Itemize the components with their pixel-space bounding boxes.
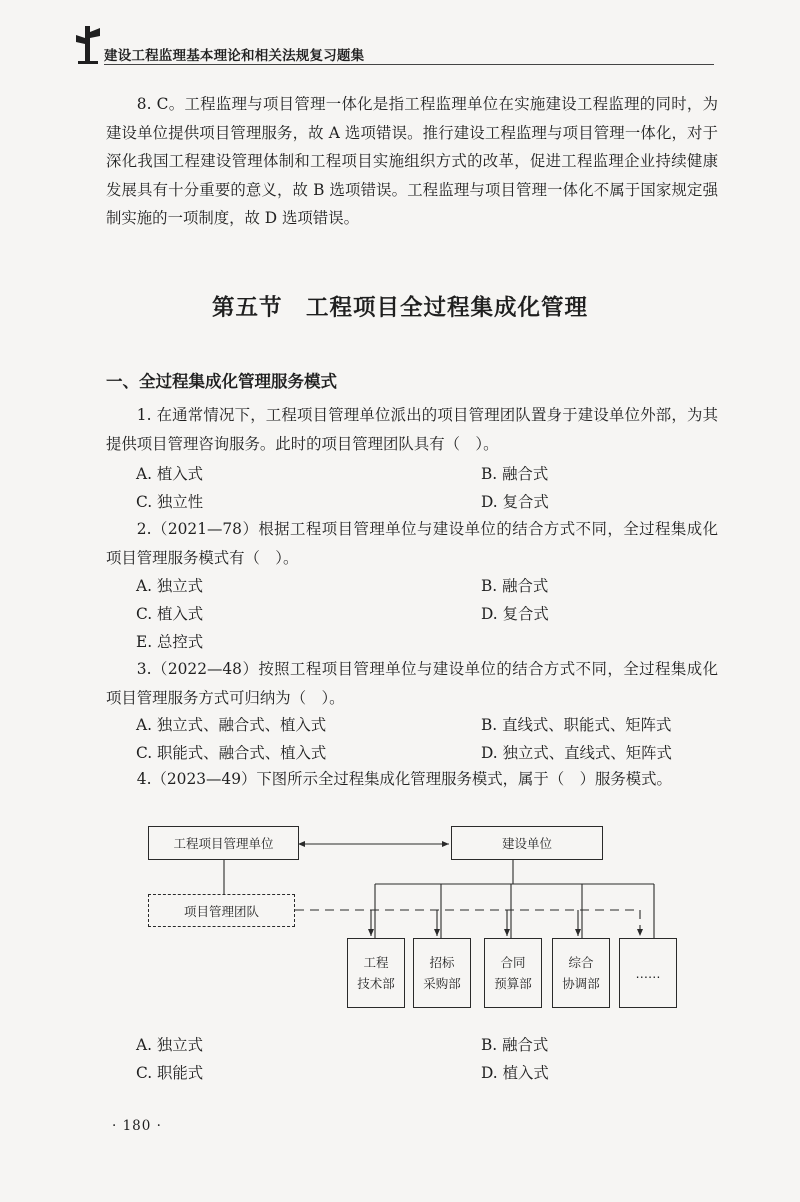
dept-line1: …… [635,965,661,981]
question-1-option-b: B. 融合式 [481,465,549,483]
dept-line2: 协调部 [562,976,600,991]
question-2-option-e: E. 总控式 [136,633,204,651]
question-2-option-c: C. 植入式 [136,605,204,623]
question-1-stem: 1. 在通常情况下，工程项目管理单位派出的项目管理团队置身于建设单位外部，为其提供项目管理咨询服务。此时的项目管理团队具有（ ）。 [106,406,718,453]
owner-box: 建设单位 [451,826,603,860]
question-2-stem: 2.（2021—78）根据工程项目管理单位与建设单位的结合方式不同，全过程集成化项目管理服务模式有（ ）。 [106,520,718,567]
subsection-title: 一、全过程集成化管理服务模式 [106,372,337,391]
question-3-option-c: C. 职能式、融合式、植入式 [136,744,327,762]
pm-team-box: 项目管理团队 [148,894,295,927]
page-number: · 180 · [112,1118,162,1134]
dept-general-coordination [552,938,610,1008]
question-4-stem: 4.（2023—49）下图所示全过程集成化管理服务模式，属于（ ）服务模式。 [136,770,672,788]
question-4-option-c: C. 职能式 [136,1064,204,1082]
dept-line2: 技术部 [357,976,395,991]
question-1-option-c: C. 独立性 [136,493,204,511]
signpost-logo-icon [74,22,102,66]
question-4-option-d: D. 植入式 [481,1064,549,1082]
dept-line2: 预算部 [494,976,532,991]
dept-line1: 综合 [568,955,594,970]
question-3-stem: 3.（2022—48）按照工程项目管理单位与建设单位的结合方式不同，全过程集成化项目管理服务方式可归纳为（ ）。 [106,660,718,707]
question-2-option-b: B. 融合式 [481,577,549,595]
question-3-option-a: A. 独立式、融合式、植入式 [136,716,327,734]
question-3-option-b: B. 直线式、职能式、矩阵式 [481,716,672,734]
dept-tender-procurement [413,938,471,1008]
question-3-option-d: D. 独立式、直线式、矩阵式 [481,744,672,762]
question-4-option-b: B. 融合式 [481,1036,549,1054]
running-header [74,22,714,66]
dept-line2: 采购部 [423,976,461,991]
question-2-option-a: A. 独立式 [136,577,204,595]
header-rule [104,64,714,65]
dept-engineering-tech [347,938,405,1008]
question-2-option-d: D. 复合式 [481,605,549,623]
org-structure-diagram [140,818,700,1018]
dept-contract-budget [484,938,542,1008]
dept-ellipsis [619,938,677,1008]
answer-explanation: 8. C。工程监理与项目管理一体化是指工程监理单位在实施建设工程监理的同时，为建设单位提供项目管理服务，故 A 选项错误。推行建设工程监理与项目管理一体化，对于深化我国工程建设管理体制和工程项目实施组织方式的改革，促进工程监理企业持续健康发展具有十分重要的意义，故 B 选项错误。工程监理与项目管理一体化不属于国家规定强制实施的一项制度，故 D 选项错误。 [106,95,718,227]
dept-line1: 工程 [363,955,389,970]
pm-unit-box: 工程项目管理单位 [148,826,299,860]
dept-line1: 招标 [429,955,455,970]
dept-line1: 合同 [500,955,526,970]
question-1-option-a: A. 植入式 [136,465,204,483]
header-title: 建设工程监理基本理论和相关法规复习题集 [104,48,365,64]
question-1-option-d: D. 复合式 [481,493,549,511]
question-4-option-a: A. 独立式 [136,1036,204,1054]
section-title: 第五节 工程项目全过程集成化管理 [211,295,588,321]
